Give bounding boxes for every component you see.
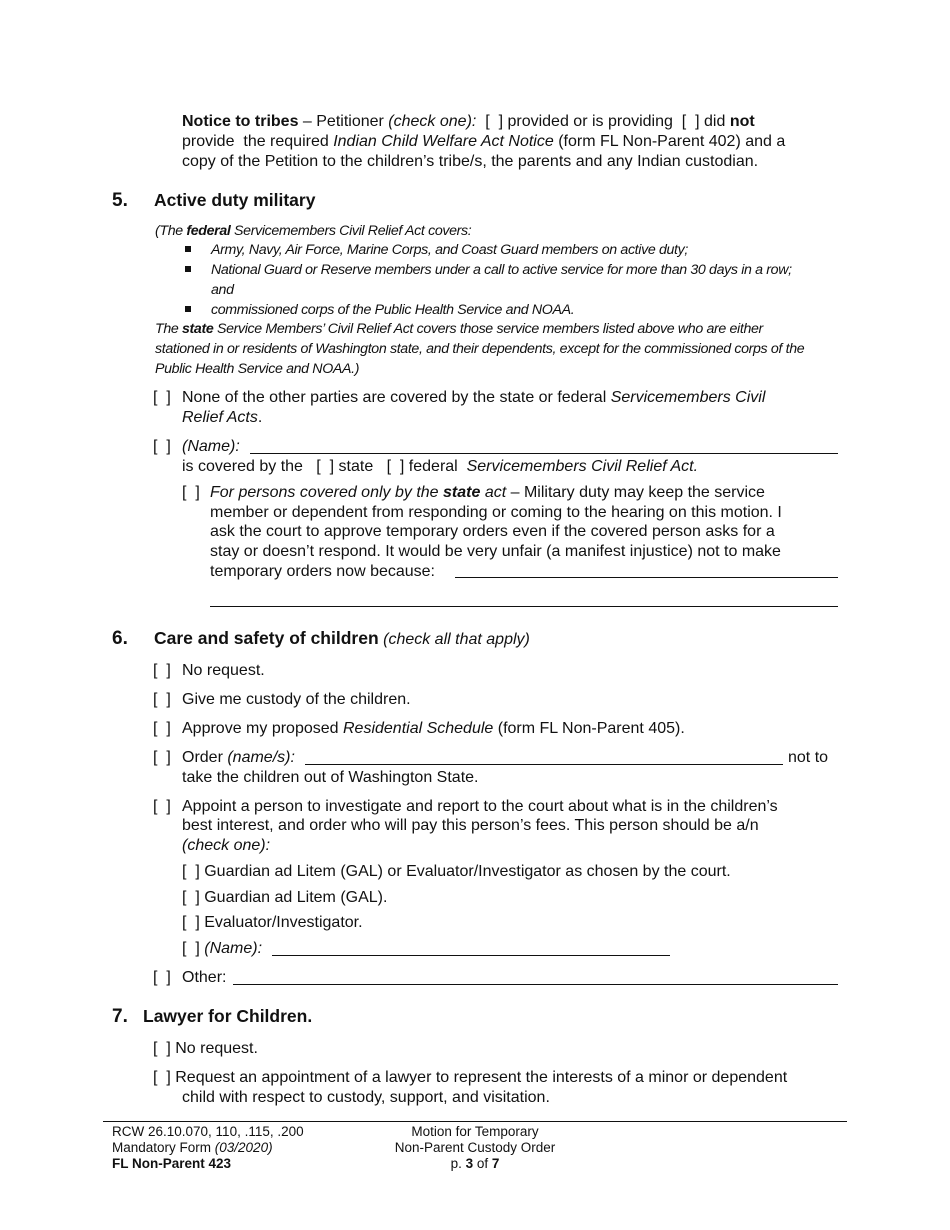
- covered-by-line: is covered by the [ ] state [ ] federal Servicemembers Civil Relief Act.: [182, 458, 699, 475]
- named-person-option: [ ] (Name):: [182, 940, 263, 957]
- covered-name-input[interactable]: [250, 453, 838, 454]
- order-names-input[interactable]: [305, 764, 783, 765]
- appoint-line3: (check one):: [182, 837, 271, 854]
- footer-left: [112, 1124, 304, 1173]
- covered-name-checkbox[interactable]: [ ]: [153, 438, 171, 455]
- federal-act-intro: (The federal Servicemembers Civil Relief Act covers:: [155, 223, 472, 239]
- gal-checkbox[interactable]: [ ]: [182, 889, 200, 906]
- lawyer-request-checkbox[interactable]: [ ]: [153, 1069, 171, 1086]
- footer-title1: Motion for Temporary: [411, 1124, 539, 1139]
- provided-checkbox[interactable]: [ ]: [485, 113, 504, 130]
- notice-tribes-line3: copy of the Petition to the children’s tribe/s, the parents and any Indian custodian.: [182, 153, 759, 170]
- none-covered-line2: Relief Acts.: [182, 409, 263, 426]
- bullet-item: commissioned corps of the Public Health Service and NOAA.: [211, 302, 575, 318]
- residential-schedule-label: Approve my proposed Residential Schedule (form FL Non-Parent 405).: [182, 720, 685, 737]
- lawyer-no-request-checkbox[interactable]: [ ]: [153, 1040, 171, 1057]
- gal-option: [ ] Guardian ad Litem (GAL).: [182, 889, 388, 906]
- give-custody-label: Give me custody of the children.: [182, 691, 411, 708]
- injustice-reason-input[interactable]: [455, 577, 838, 578]
- state-act-line2: stationed in or residents of Washington state, and their dependents, except for the commissioned corps of the: [155, 341, 805, 357]
- footer-page: p. 3 of 7: [450, 1156, 500, 1172]
- none-covered-line1: None of the other parties are covered by the state or federal Servicemembers Civil: [182, 389, 766, 406]
- named-person-input[interactable]: [272, 955, 670, 956]
- footer-title2: Non-Parent Custody Order: [394, 1140, 556, 1156]
- order-not-to-label: not to: [788, 749, 829, 766]
- covered-state-checkbox[interactable]: [ ]: [316, 458, 335, 475]
- appoint-investigator-checkbox[interactable]: [ ]: [153, 798, 171, 815]
- state-act-line1: The state Service Members’ Civil Relief Act covers those service members listed above who are either: [155, 321, 763, 337]
- bullet-item: National Guard or Reserve members under a call to active service for more than 30 days in a row;: [211, 262, 792, 278]
- order-line2: take the children out of Washington State.: [182, 769, 479, 786]
- appoint-line2: best interest, and order who will pay this person’s fees. This person should be a/n: [182, 817, 759, 834]
- footer-rule: [103, 1121, 847, 1122]
- footer-mandatory: Mandatory Form (03/2020): [112, 1140, 273, 1156]
- lawyer-request-option: [ ] Request an appointment of a lawyer to represent the interests of a minor or dependent: [153, 1069, 788, 1086]
- state-act-persons-line2: member or dependent from responding or coming to the hearing on this motion. I: [210, 504, 782, 521]
- injustice-reason-input-line2[interactable]: [210, 606, 838, 607]
- no-request-checkbox[interactable]: [ ]: [153, 662, 171, 679]
- state-act-persons-line5: temporary orders now because:: [210, 563, 435, 580]
- bullet-icon: [185, 266, 191, 272]
- section-7-title: Lawyer for Children.: [143, 1006, 313, 1026]
- residential-schedule-checkbox[interactable]: [ ]: [153, 720, 171, 737]
- did-not-provide-checkbox[interactable]: [ ]: [681, 113, 700, 130]
- footer-center: [370, 1124, 580, 1173]
- no-request-label: No request.: [182, 662, 265, 679]
- give-custody-checkbox[interactable]: [ ]: [153, 691, 171, 708]
- notice-tribes-line2: provide the required Indian Child Welfare Act Notice (form FL Non-Parent 402) and a: [182, 133, 786, 150]
- bullet-icon: [185, 306, 191, 312]
- none-covered-checkbox[interactable]: [ ]: [153, 389, 171, 406]
- bullet-icon: [185, 246, 191, 252]
- bullet-item-continued: and: [211, 282, 234, 298]
- appoint-line1: Appoint a person to investigate and report to the court about what is in the children’s: [182, 798, 778, 815]
- covered-federal-checkbox[interactable]: [ ]: [386, 458, 405, 475]
- other-checkbox[interactable]: [ ]: [153, 969, 171, 986]
- state-act-persons-line4: stay or doesn’t respond. It would be very unfair (a manifest injustice) not to make: [210, 543, 781, 560]
- gal-or-evaluator-checkbox[interactable]: [ ]: [182, 863, 200, 880]
- notice-tribes-label: Notice to tribes: [182, 113, 299, 130]
- bullet-item: Army, Navy, Air Force, Marine Corps, and Coast Guard members on active duty;: [211, 242, 688, 258]
- gal-or-evaluator-option: [ ] Guardian ad Litem (GAL) or Evaluator/Investigator as chosen by the court.: [182, 863, 731, 880]
- section-5-number: 5.: [112, 190, 128, 211]
- footer-rcw: RCW 26.10.070, 110, .115, .200: [112, 1124, 304, 1139]
- other-input[interactable]: [233, 984, 838, 985]
- lawyer-no-request-option: [ ] No request.: [153, 1040, 258, 1057]
- section-5-title: Active duty military: [154, 190, 316, 210]
- footer-form-id: FL Non-Parent 423: [112, 1156, 232, 1172]
- order-label: Order (name/s):: [182, 749, 295, 766]
- named-person-checkbox[interactable]: [ ]: [182, 940, 200, 957]
- notice-tribes-line1: Notice to tribes – Petitioner (check one): [ ] provided or is providing [ ] did not: [182, 113, 755, 130]
- section-7-number: 7.: [112, 1006, 128, 1027]
- order-not-take-checkbox[interactable]: [ ]: [153, 749, 171, 766]
- section-6-title: Care and safety of children (check all that apply): [154, 628, 530, 648]
- evaluator-option: [ ] Evaluator/Investigator.: [182, 914, 363, 931]
- state-act-persons-line1: For persons covered only by the state act – Military duty may keep the service: [210, 484, 765, 501]
- evaluator-checkbox[interactable]: [ ]: [182, 914, 200, 931]
- state-act-persons-line3: ask the court to approve temporary orders even if the covered person asks for a: [210, 523, 775, 540]
- section-6-number: 6.: [112, 628, 128, 649]
- lawyer-request-line2: child with respect to custody, support, and visitation.: [182, 1089, 550, 1106]
- state-act-line3: Public Health Service and NOAA.): [155, 361, 360, 377]
- covered-name-label: (Name):: [182, 438, 240, 455]
- other-label: Other:: [182, 969, 227, 986]
- state-act-persons-checkbox[interactable]: [ ]: [182, 484, 200, 501]
